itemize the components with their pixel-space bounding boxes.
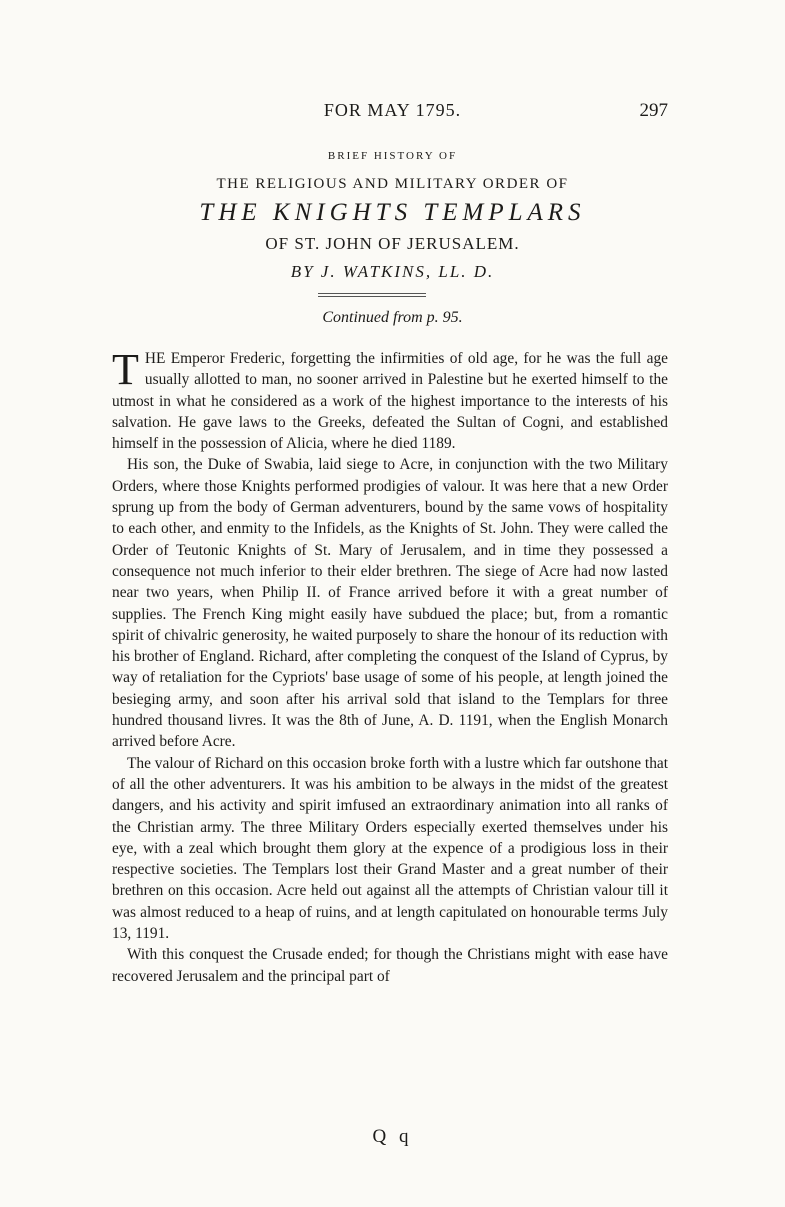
drop-cap: T: [112, 345, 139, 394]
article-title: THE KNIGHTS TEMPLARS: [199, 199, 586, 226]
paragraph-1: [112, 345, 668, 454]
heading-rule: [318, 293, 426, 297]
running-head-title: FOR MAY 1795.: [323, 100, 462, 120]
continued-note: Continued from p. 95.: [322, 309, 463, 326]
paragraph-2: His son, the Duke of Swabia, laid siege to Acre, in conjunction with the two Military Orders, where those Knights performed prodigies of valour. It was here that a new Order sprung up from the body of German adventurers, bound by the same vows of hospitality to each other, and enmity to the Infidels, as the Knights of St. John. They were called the Order of Teutonic Knights of St. Mary of Jerusalem, and in time they possessed a consequence not much inferior to their elder brethren. The siege of Acre had now lasted near two years, when Philip II. of France arrived before it with a great number of supplies. The French King might easily have subdued the place; but, from a romantic spirit of chivalric generosity, he waited purposely to share the honour of its reduction with his brother of England. Richard, after completing the conquest of the Island of Cyprus, by way of retaliation for the Cypriots' base usage of some of his people, at length joined the besieging army, and soon after his arrival sold that island to the Templars for three hundred thousand livres. It was the 8th of June, A. D. 1191, when the English Monarch arrived before Acre.: [112, 456, 668, 751]
signature-mark: Q q: [372, 1126, 413, 1147]
page-number: 297: [639, 100, 668, 121]
heading-order: THE RELIGIOUS AND MILITARY ORDER OF: [216, 176, 569, 192]
running-head: [0, 100, 785, 124]
article-author: BY J. WATKINS, LL. D.: [290, 262, 495, 281]
paragraph-4: With this conquest the Crusade ended; for though the Christians might with ease have recovered Jerusalem and the principal part of: [112, 946, 668, 985]
paragraph-3: The valour of Richard on this occasion broke forth with a lustre which far outshone that of all the other adventurers. It was his ambition to be always in the midst of the greatest dangers, and his activity and spirit imfused an extraordinary animation into all ranks of the Christian army. The three Military Orders especially exerted themselves under his eye, with a zeal which brought them glory at the expence of a prodigious loss in their respective societies. The Templars lost their Grand Master and a great number of their brethren on this occasion. Acre held out against all the attempts of Christian valour till it was almost reduced to a heap of ruins, and at length capitulated on honourable terms July 13, 1191.: [112, 754, 668, 943]
heading-brief-history: BRIEF HISTORY OF: [327, 150, 458, 162]
article-body: [112, 345, 668, 987]
heading-of-st-john: OF ST. JOHN OF JERUSALEM.: [265, 234, 520, 253]
paragraph-1-text: HE Emperor Frederic, forgetting the infirmities of old age, for he was the full age usually allotted to man, no sooner arrived in Palestine but he exerted himself to the utmost in what he considered as a work of the highest importance to the interests of his salvation. He gave laws to the Greeks, defeated the Sultan of Cogni, and established himself in the possession of Alicia, where he died 1189.: [112, 350, 668, 453]
